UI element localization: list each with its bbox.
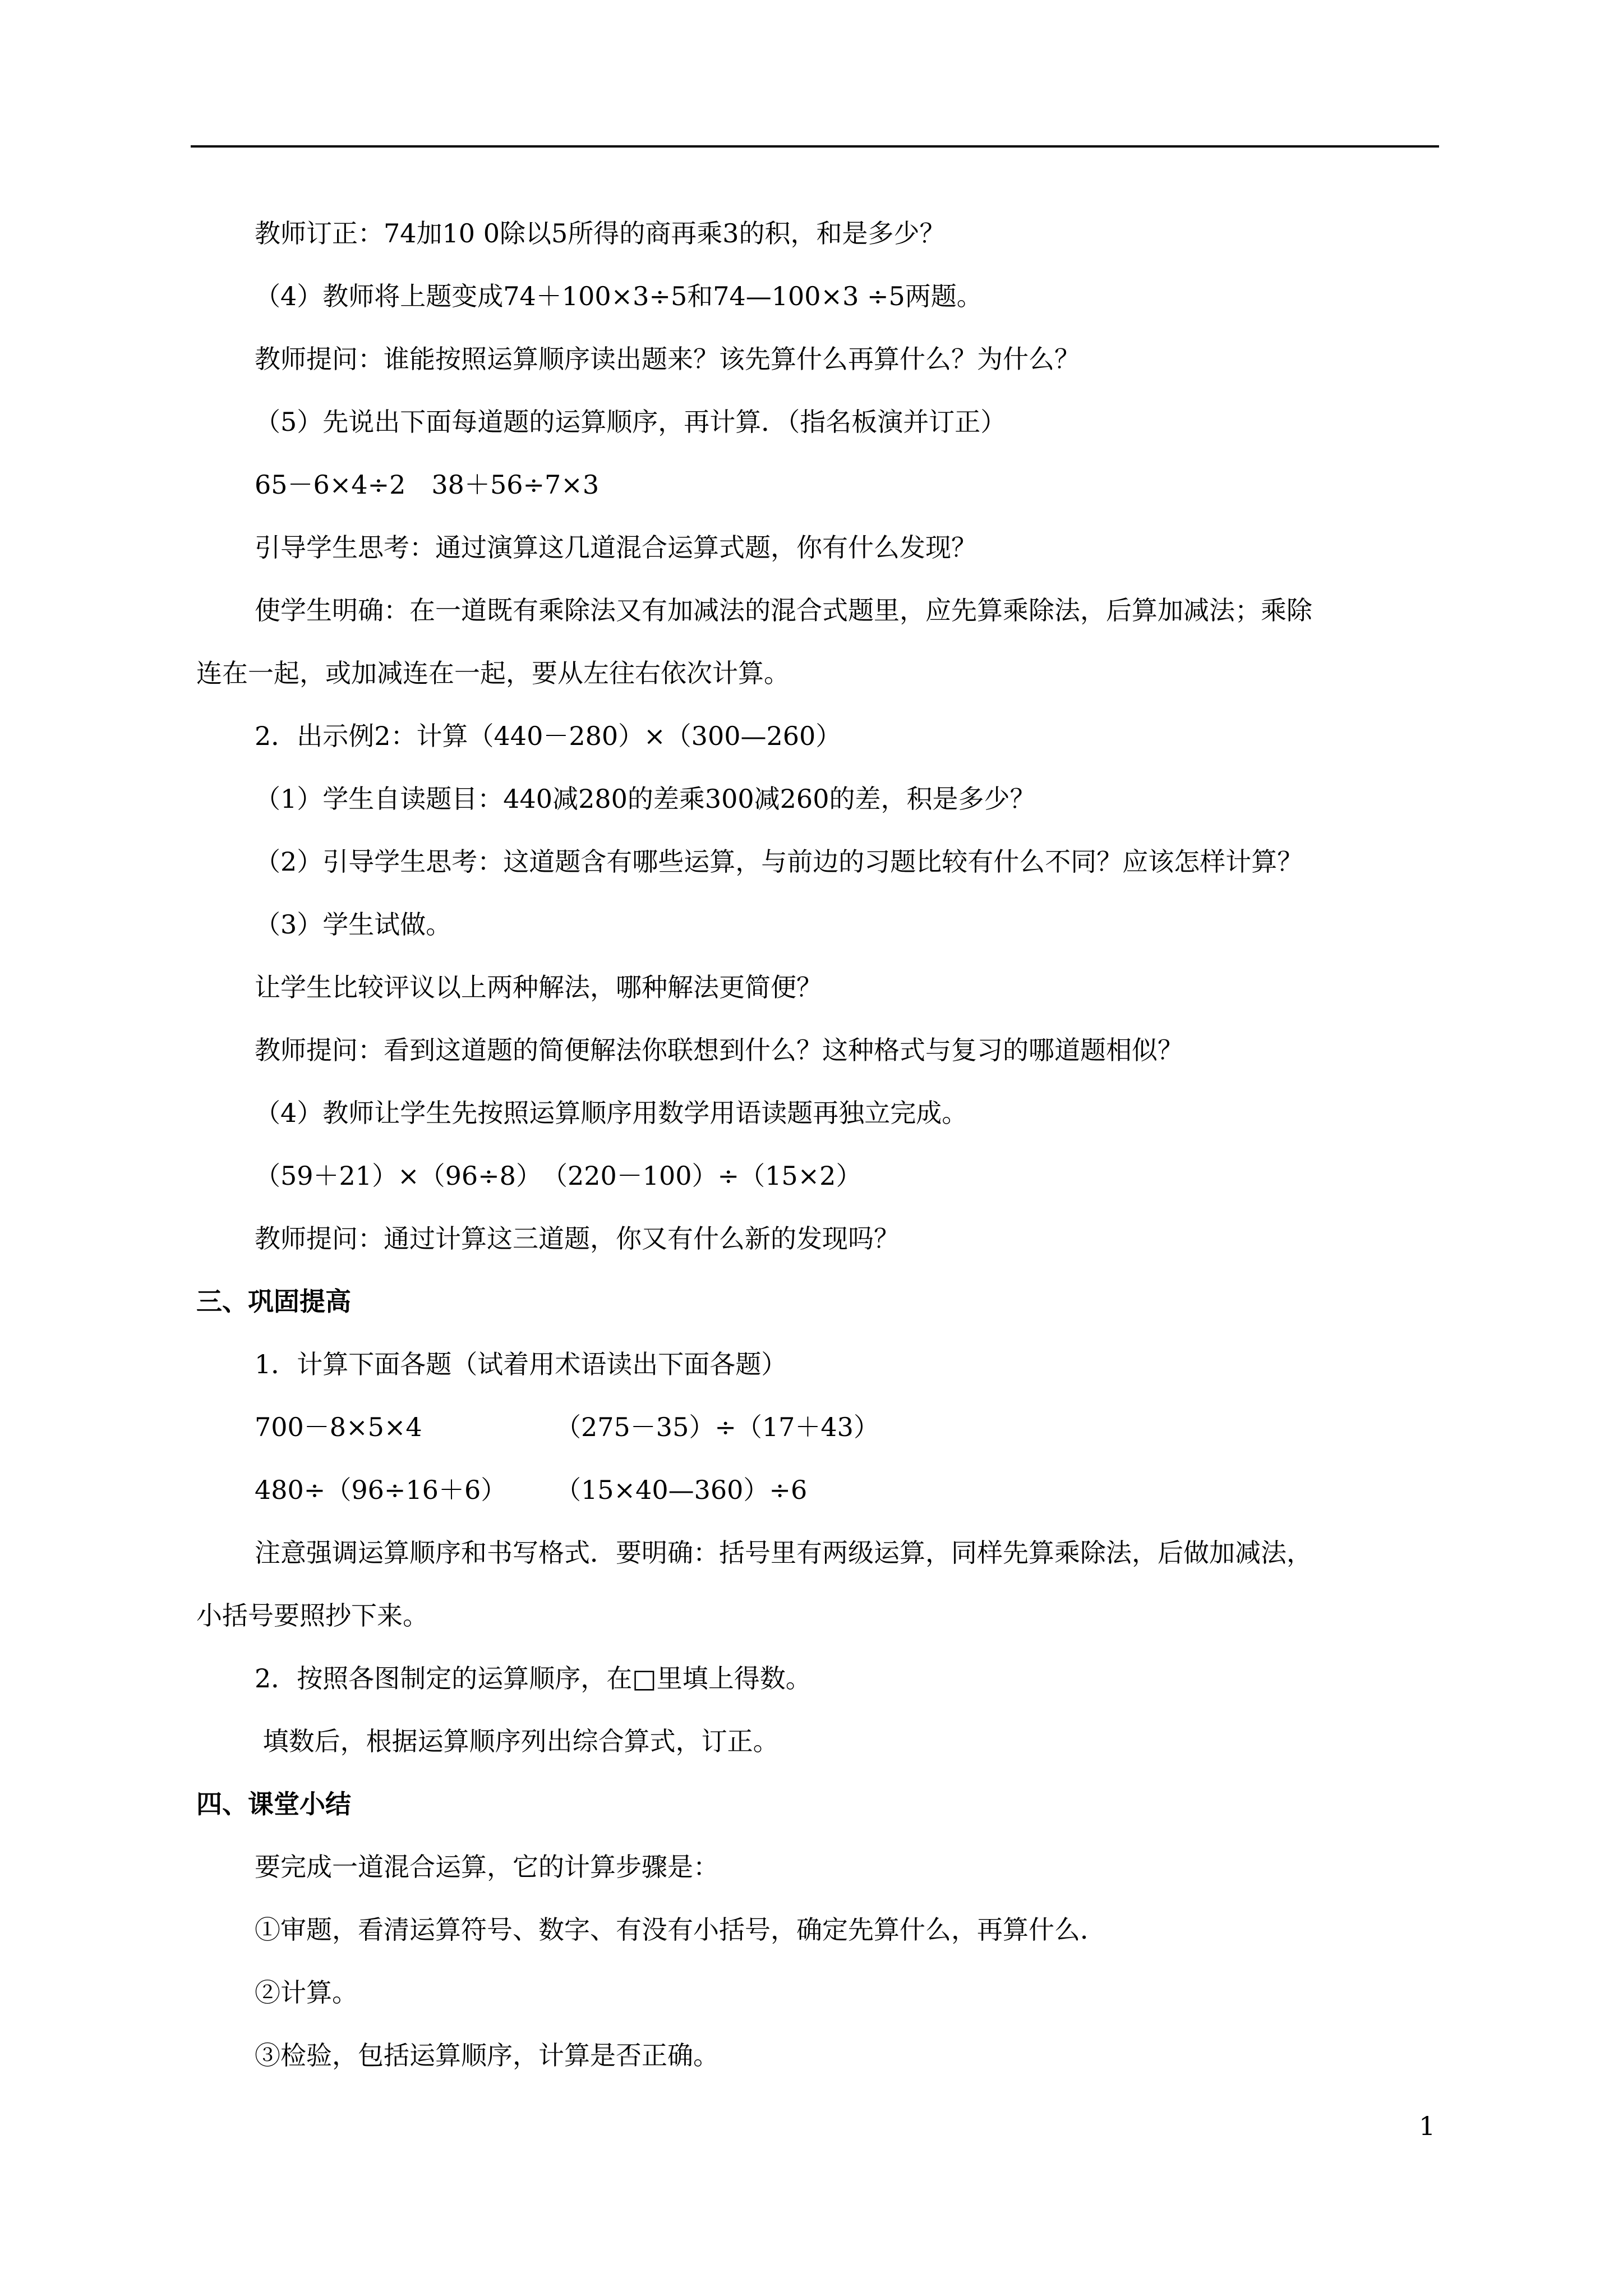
paragraph: 注意强调运算顺序和书写格式．要明确：括号里有两级运算，同样先算乘除法，后做加减法， bbox=[255, 1538, 1312, 1568]
paragraph: （1）学生自读题目：440减280的差乘300减260的差，积是多少？ bbox=[255, 784, 1036, 814]
paragraph: 使学生明确：在一道既有乘除法又有加减法的混合式题里，应先算乘除法，后算加减法；乘除 bbox=[255, 595, 1312, 625]
paragraph: 教师提问：通过计算这三道题，你又有什么新的发现吗？ bbox=[255, 1223, 900, 1254]
formula-line: （59＋21）×（96÷8） （220－100）÷（15×2） bbox=[255, 1161, 862, 1191]
formula: （15×40—360）÷6 bbox=[555, 1475, 808, 1505]
section-heading: 三、巩固提高 bbox=[196, 1286, 351, 1317]
paragraph: 1．计算下面各题（试着用术语读出下面各题） bbox=[255, 1349, 787, 1379]
paragraph: 让学生比较评议以上两种解法，哪种解法更简便？ bbox=[255, 972, 822, 1002]
paragraph: 2．出示例2：计算（440－280）×（300—260） bbox=[255, 721, 842, 751]
paragraph: 教师订正：74加10 0除以5所得的商再乘3的积，和是多少？ bbox=[255, 218, 946, 249]
formula: 700－8×5×4 bbox=[255, 1412, 422, 1442]
paragraph: （5）先说出下面每道题的运算顺序，再计算．（指名板演并订正） bbox=[255, 407, 1007, 437]
paragraph: 填数后，根据运算顺序列出综合算式，订正。 bbox=[255, 1726, 779, 1756]
header-rule bbox=[191, 145, 1439, 148]
paragraph: 2．按照各图制定的运算顺序，在□里填上得数。 bbox=[255, 1663, 811, 1694]
paragraph-continuation: 连在一起，或加减连在一起，要从左往右依次计算。 bbox=[196, 658, 790, 688]
step-item: ③检验，包括运算顺序，计算是否正确。 bbox=[255, 2040, 719, 2070]
paragraph: （4）教师让学生先按照运算顺序用数学用语读题再独立完成。 bbox=[255, 1098, 968, 1128]
formula: （275－35）÷（17＋43） bbox=[555, 1412, 879, 1442]
paragraph: 引导学生思考：通过演算这几道混合运算式题，你有什么发现？ bbox=[255, 532, 977, 563]
formula-row bbox=[196, 1458, 1436, 1521]
paragraph-continuation: 小括号要照抄下来。 bbox=[196, 1600, 428, 1631]
page-number: 1 bbox=[1419, 2111, 1436, 2141]
paragraph: （3）学生试做。 bbox=[255, 909, 452, 940]
document-body bbox=[196, 202, 1436, 2087]
section-heading: 四、课堂小结 bbox=[196, 1789, 351, 1819]
paragraph: 要完成一道混合运算，它的计算步骤是： bbox=[255, 1852, 719, 1882]
formula-line: 65－6×4÷2 38＋56÷7×3 bbox=[255, 470, 600, 500]
paragraph: （4）教师将上题变成74＋100×3÷5和74—100×3 ÷5两题。 bbox=[255, 281, 983, 311]
paragraph: 教师提问：看到这道题的简便解法你联想到什么？这种格式与复习的哪道题相似？ bbox=[255, 1035, 1183, 1065]
paragraph: （2）引导学生思考：这道题含有哪些运算，与前边的习题比较有什么不同？应该怎样计算？ bbox=[255, 846, 1303, 877]
step-item: ②计算。 bbox=[255, 1977, 358, 2008]
step-item: ①审题，看清运算符号、数字、有没有小括号，确定先算什么，再算什么． bbox=[255, 1915, 1106, 1945]
formula-row bbox=[196, 1396, 1436, 1458]
paragraph: 教师提问：谁能按照运算顺序读出题来？该先算什么再算什么？为什么？ bbox=[255, 344, 1080, 374]
formula: 480÷（96÷16＋6） bbox=[255, 1475, 507, 1505]
